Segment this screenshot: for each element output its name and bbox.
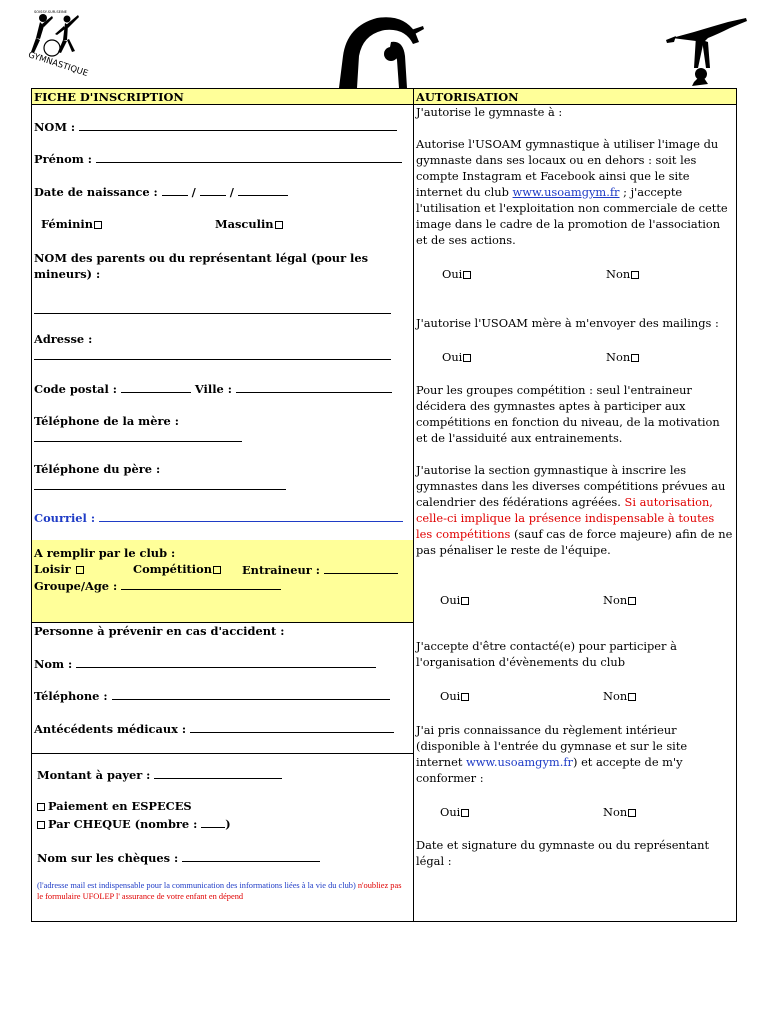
image-oui-option[interactable]: Oui	[442, 267, 471, 283]
mailings-text: J'autorise l'USOAM mère à m'envoyer des mailings :	[416, 316, 719, 330]
checkbox-icon[interactable]	[37, 803, 45, 811]
checkbox-icon[interactable]	[628, 597, 636, 605]
footnote-ufolep: n'oubliez pas le formulaire UFOLEP l' assurance de votre enfant en dépend	[37, 881, 402, 901]
checkbox-icon[interactable]	[628, 809, 636, 817]
logo-top-text: SOISSY-SUR-SEINE	[34, 10, 67, 14]
footnote	[37, 881, 405, 902]
especes-label: Paiement en ESPECES	[48, 799, 192, 813]
loisir-label: Loisir	[34, 562, 71, 576]
checkbox-icon[interactable]	[275, 221, 283, 229]
entraineur-label: Entraineur :	[242, 563, 320, 577]
montant-label: Montant à payer :	[37, 768, 151, 782]
competition-oui-option[interactable]: Oui	[440, 593, 469, 609]
cheque-close: )	[225, 817, 231, 831]
signature-label[interactable]: Date et signature du gymnaste ou du représentant légal :	[416, 838, 710, 868]
accident-title: Personne à prévenir en cas d'accident :	[34, 624, 285, 638]
reglement-link[interactable]: www.usoamgym.fr	[466, 754, 573, 769]
nom-field[interactable]	[34, 119, 397, 136]
parents-label-1: NOM des parents ou du représentant légal (pour les	[34, 251, 369, 265]
adresse-line[interactable]	[34, 359, 391, 360]
courriel-label: Courriel :	[34, 511, 96, 525]
feminin-option[interactable]	[41, 217, 102, 233]
entraineur-field[interactable]	[242, 562, 398, 579]
contacte-oui-option[interactable]: Oui	[440, 689, 469, 705]
tel-mere-label: Téléphone de la mère :	[34, 414, 179, 428]
autorisation-header: AUTORISATION	[414, 89, 736, 105]
checkbox-icon[interactable]	[37, 821, 45, 829]
cheque-label: Par CHEQUE (nombre :	[48, 817, 198, 831]
checkbox-icon[interactable]	[76, 566, 84, 574]
acc-tel-field[interactable]	[34, 688, 390, 705]
checkbox-icon[interactable]	[463, 354, 471, 362]
especes-option[interactable]	[37, 799, 192, 815]
logo-ring-text: GYMNASTIQUE	[26, 50, 90, 79]
section-competition-text: J'autorise la section gymnastique à inscrire les gymnastes dans les diverses compétitions prévues au calendrier des fédérations agréées. Si autorisation, celle-ci implique la présence indispensable à toutes les compétitions (sauf cas de force majeure) afin de ne pas pénaliser le reste de l'équipe.	[416, 463, 733, 557]
prenom-label: Prénom :	[34, 152, 92, 166]
naissance-label: Date de naissance :	[34, 185, 158, 199]
checkbox-icon[interactable]	[213, 566, 221, 574]
reglement-non-option[interactable]: Non	[603, 805, 636, 821]
reglement-text: J'ai pris connaissance du règlement intérieur (disponible à l'entrée du gymnase et sur le site internet www.usoamgym.fr) et accepte de m'y conformer :	[416, 723, 688, 785]
footnote-email: (l'adresse mail est indispensable pour la communication des informations liées à la vie du club)	[37, 881, 356, 890]
competition-option[interactable]	[133, 562, 221, 578]
prenom-field[interactable]	[34, 151, 402, 168]
checkbox-icon[interactable]	[628, 693, 636, 701]
feminin-label: Féminin	[41, 217, 93, 231]
nom-cheques-label: Nom sur les chèques :	[37, 851, 179, 865]
nom-label: NOM :	[34, 120, 76, 134]
antecedents-field[interactable]	[34, 721, 394, 738]
competition-non-option[interactable]: Non	[603, 593, 636, 609]
loisir-option[interactable]	[34, 562, 84, 578]
code-postal-label: Code postal :	[34, 382, 117, 396]
parents-label-2: mineurs) :	[34, 267, 101, 281]
competition-label: Compétition	[133, 562, 212, 576]
masculin-option[interactable]	[215, 217, 283, 233]
checkbox-icon[interactable]	[461, 693, 469, 701]
antecedents-label: Antécédents médicaux :	[34, 722, 187, 736]
adresse-label: Adresse :	[34, 332, 93, 346]
mailings-oui-option[interactable]: Oui	[442, 350, 471, 366]
reglement-oui-option[interactable]: Oui	[440, 805, 469, 821]
checkbox-icon[interactable]	[94, 221, 102, 229]
montant-field[interactable]	[37, 767, 282, 784]
contacte-text: J'accepte d'être contacté(e) pour participer à l'organisation d'évènements du club	[416, 639, 677, 669]
divider	[32, 753, 413, 754]
image-rights-text: Autorise l'USOAM gymnastique à utiliser l'image du gymnaste dans ses locaux ou en dehors : soit les compte Instagram et Facebook ainsi que le site internet du club www.usoamgym.fr ; j'accepte l'utilisation et l'exploitation non commerciale de cette image dans le cadre de la promotion de l'association et de ses actions.	[416, 137, 728, 247]
site-link[interactable]: www.usoamgym.fr	[512, 184, 620, 199]
gymnast-handstand-silhouette-icon	[664, 12, 748, 88]
ville-label: Ville :	[194, 382, 232, 396]
checkbox-icon[interactable]	[463, 271, 471, 279]
cheque-option[interactable]	[37, 816, 231, 833]
contacte-non-option[interactable]: Non	[603, 689, 636, 705]
acc-nom-field[interactable]	[34, 656, 376, 673]
groupe-field[interactable]	[34, 578, 281, 595]
masculin-label: Masculin	[215, 217, 274, 231]
tel-mere-line[interactable]	[34, 441, 242, 442]
courriel-field[interactable]	[34, 510, 403, 527]
gymnast-backbend-silhouette-icon	[333, 8, 425, 92]
checkbox-icon[interactable]	[461, 809, 469, 817]
club-title: A remplir par le club :	[34, 546, 176, 560]
acc-tel-label: Téléphone :	[34, 689, 108, 703]
nom-cheques-field[interactable]	[37, 850, 320, 867]
club-logo	[22, 8, 102, 84]
acc-nom-label: Nom :	[34, 657, 73, 671]
code-postal-field[interactable]	[34, 381, 392, 398]
club-section	[32, 540, 413, 622]
groupes-competition-text: Pour les groupes compétition : seul l'entraineur décidera des gymnastes aptes à participer aux compétitions en fonction du niveau, de la motivation et de l'assiduité aux entrainements.	[416, 383, 720, 445]
image-non-option[interactable]: Non	[606, 267, 639, 283]
checkbox-icon[interactable]	[461, 597, 469, 605]
inscription-header: FICHE D'INSCRIPTION	[32, 89, 413, 105]
tel-pere-label: Téléphone du père :	[34, 462, 161, 476]
groupe-label: Groupe/Age :	[34, 579, 118, 593]
autorise-intro: J'autorise le gymnaste à :	[416, 105, 563, 119]
checkbox-icon[interactable]	[631, 271, 639, 279]
column-divider	[413, 89, 414, 921]
parents-line[interactable]	[34, 313, 391, 314]
date-naissance-field[interactable]: Date de naissance : / /	[34, 184, 288, 201]
divider	[32, 622, 413, 623]
mailings-non-option[interactable]: Non	[606, 350, 639, 366]
registration-form-table	[31, 88, 737, 922]
checkbox-icon[interactable]	[631, 354, 639, 362]
tel-pere-line[interactable]	[34, 489, 286, 490]
